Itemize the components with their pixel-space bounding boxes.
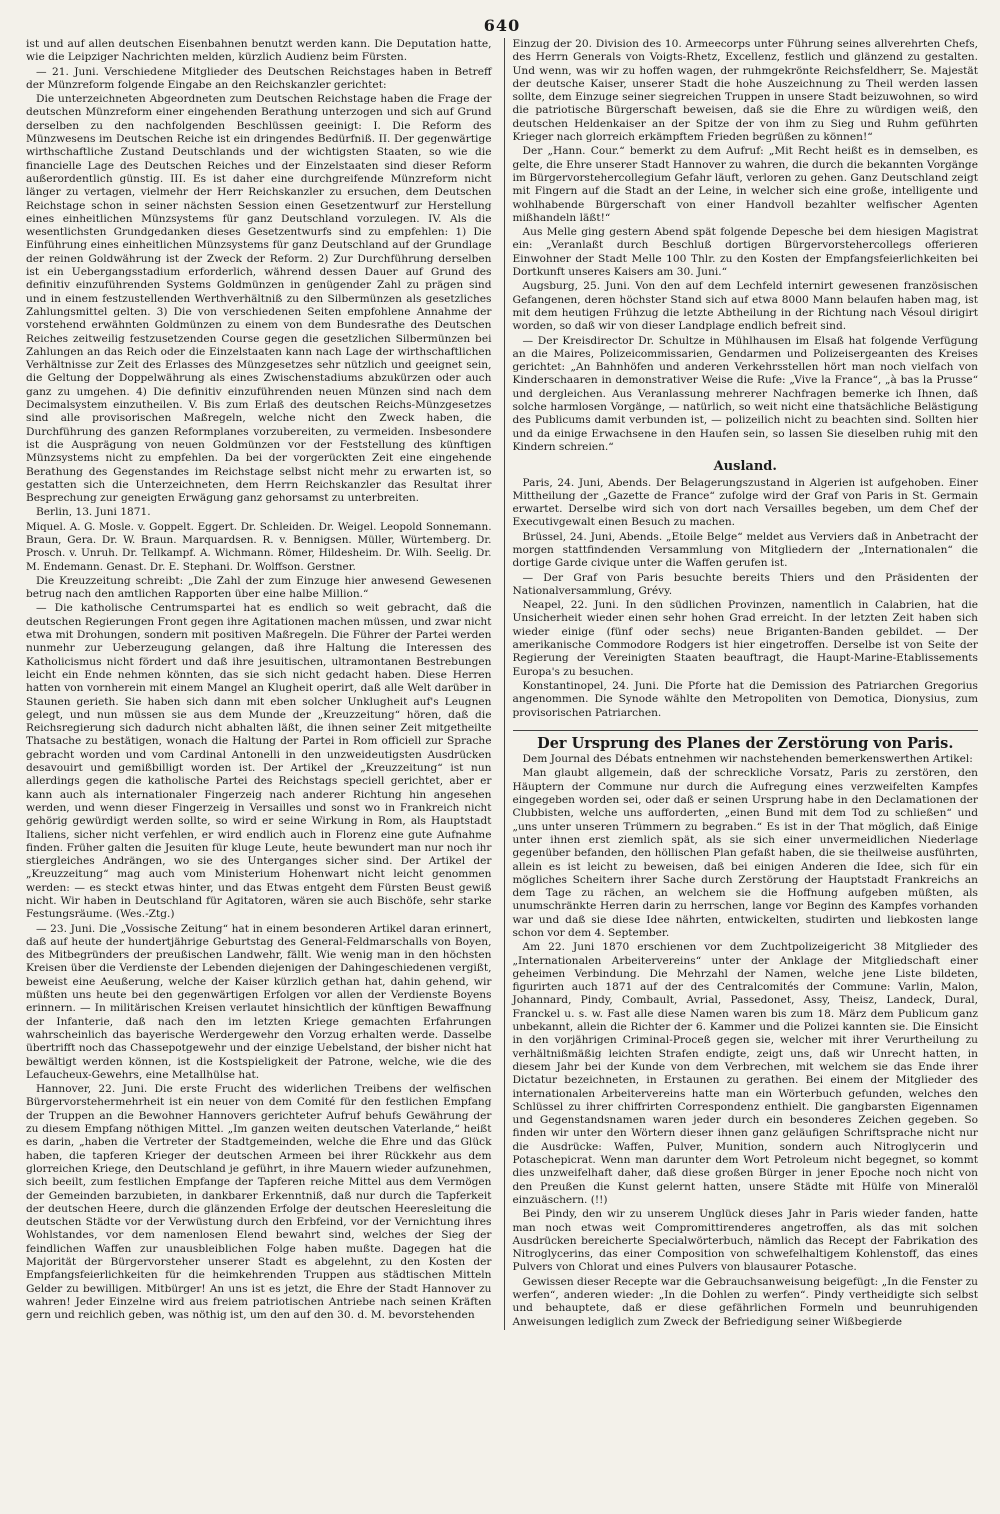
page-number: 640 <box>483 16 521 35</box>
left-column <box>26 38 492 1330</box>
paragraph: Die Kreuzzeitung schreibt: „Die Zahl der zum Einzuge hier anwesend Gewesenen betrug nach den amtlichen Rapporten über eine halbe Million.“ <box>26 574 492 601</box>
paragraph: Gewissen dieser Recepte war die Gebrauchsanweisung beigefügt: „In die Fenster zu werfen“, anderen wieder: „In die Dohlen zu werfen“. Pindy vertheidigte sich selbst und behauptete, daß er diese gefährlichen Formeln und beunruhigenden Anweisungen lediglich zum Zweck der Befriedigung seiner Wißbegierde <box>512 1275 978 1328</box>
paragraph: — 23. Juni. Die „Vossische Zeitung“ hat in einem besonderen Artikel daran erinnert, daß auf heute der hundertjährige Geburtstag des General-Feldmarschalls von Boyen, des Mitbegründers der preußischen Landwehr, fällt. Wie wenig man in den höchsten Kreisen über die Verdienste der Lebenden diejenigen der Dahingeschiedenen vergißt, beweist eine Aeußerung, welche der Kaiser kürzlich gethan hat, dahin gehend, wir müßten uns heute bei den gegenwärtigen Erfolgen vor allen der Verdienste Boyens erinnern. — In militärischen Kreisen verlautet hinsichtlich der künftigen Bewaffnung der Infanterie, daß nach den im letzten Kriege gemachten Erfahrungen wahrscheinlich das bayerische Werdergewehr den Vorzug erhalten werde. Dasselbe übertrifft noch das Chassepotgewehr und der einzige Uebelstand, der bisher nicht hat bewältigt werden können, ist die Kostspieligkeit der Patrone, welche, wie die des Lefaucheux-Gewehrs, eine Metallhülse hat. <box>26 922 492 1081</box>
dateline: Berlin, 13. Juni 1871. <box>36 506 151 519</box>
paragraph: Hannover, 22. Juni. Die erste Frucht des widerlichen Treibens der welfischen Bürgervorstehermehrheit ist ein neuer von dem Comité für den festlichen Empfang der Truppen an die Bewohner Hannovers gerichteter Aufruf behufs Gewährung der zu diesem Empfang nöthigen Mittel. „Im ganzen weiten deutschen Vaterlande,“ heißt es darin, „haben die Vertreter der Stadtgemeinden, welche die Ehre und das Glück haben, die tapferen Krieger der deutschen Armeen bei ihrer Rückkehr aus dem glorreichen Kriege, den Deutschland je geführt, in ihre Mauern wieder aufzunehmen, sich beeilt, zum festlichen Empfange der Tapferen reiche Mittel aus dem Vermögen der Gemeinden barzubieten, in dankbarer Erkenntniß, daß nur durch die Tapferkeit der deutschen Heere, durch die glänzenden Erfolge der deutschen Heeresleitung die deutschen Städte vor der Verwüstung durch den Erbfeind, vor der Vernichtung ihres Wohlstandes, vor dem namenlosen Elend bewahrt sind, welches der Sieg der feindlichen Waffen zur unausbleiblichen Folge haben mußte. Dagegen hat die Majorität der Bürgervorsteher unserer Stadt es abgelehnt, zu den Kosten der Empfangsfeierlichkeiten für die heimkehrenden Truppen aus städtischen Mitteln Gelder zu bewilligen. Mitbürger! An uns ist es jetzt, die Ehre der Stadt Hannover zu wahren! Jeder Einzelne wird aus freiem patriotischen Antriebe nach seinen Kräften gern und reichlich geben, was nöthig ist, um den auf den 30. d. M. bevorstehenden <box>26 1083 492 1322</box>
paragraph: Brüssel, 24. Juni, Abends. „Etoile Belge“ meldet aus Verviers daß in Anbetracht der morgen stattfindenden Versammlung von Mitgliedern der „Internationalen“ die dortige Garde civique unter die Waffen gerufen ist. <box>512 530 978 570</box>
paragraph: Der „Hann. Cour.“ bemerkt zu dem Aufruf: „Mit Recht heißt es in demselben, es gelte, die Ehre unserer Stadt Hannover zu wahren, die durch die bekannten Vorgänge im Bürgervorstehercollegium Gefahr läuft, verloren zu gehen. Ganz Deutschland zeigt mit Fingern auf die Stadt an der Leine, in welcher sich eine große, intelligente und wohlhabende Bürgerschaft von einer Handvoll bezahlter welfischer Agenten mißhandeln läßt!“ <box>512 145 978 224</box>
paragraph: Paris, 24. Juni, Abends. Der Belagerungszustand in Algerien ist aufgehoben. Einer Mittheilung der „Gazette de France“ zufolge wird der Graf von Paris in St. Germain erwartet. Derselbe wird sich von dort nach Versailles begeben, um dem Chef der Executivgewalt einen Besuch zu machen. <box>512 476 978 529</box>
paragraph: Am 22. Juni 1870 erschienen vor dem Zuchtpolizeigericht 38 Mitglieder des „Internationalen Arbeitervereins“ unter der Anklage der Mitgliedschaft einer geheimen Verbindung. Die Mehrzahl der Namen, welche jene Liste bildeten, figurirten auch 1871 auf der des Centralcomités der Commune: Varlin, Malon, Johannard, Pindy, Combault, Avrial, Passedonet, Assy, Theisz, Landeck, Dural, Franckel u. s. w. Fast alle diese Namen waren bis zum 18. März dem Publicum ganz unbekannt, allein die Richter der 6. Kammer und die Polizei kannten sie. Die Einsicht in den vorjährigen Criminal-Proceß gegen sie, welcher mit ihrer Verurtheilung zu verhältnißmäßig leichten Strafen endigte, zeigt uns, daß wir Unrecht hatten, in diesem Jahr bei der Kunde von dem Verbrechen, mit welchem sie das Ende ihrer Dictatur bezeichneten, in Erstaunen zu gerathen. Bei einem der Mitglieder des internationalen Arbeitervereins hatte man ein Wörterbuch gefunden, welches den Schlüssel zu ihrer chiffrirten Correspondenz enthielt. Die gangbarsten Eigennamen und Gegenstandsnamen waren jeder durch ein besonderes Zeichen gegeben. So finden wir unter den Wörtern dieser ihnen ganz geläufigen Schriftsprache nicht nur die Ausdrücke: Waffen, Pulver, Munition, sondern auch Nitroglycerin und Potaschepicrat. Wenn man darunter dem Wort Petroleum nicht begegnet, so kommt dies unzweifelhaft daher, daß diese großen Bürger in jener Epoche noch nicht von den Preußen die Kunst gelernt hatten, unsere Städte mit Hülfe von Mineralöl einzuäschern. (!!) <box>512 941 978 1206</box>
paragraph: Die unterzeichneten Abgeordneten zum Deutschen Reichstage haben die Frage der deutschen Münzreform einer eingehenden Berathung unterzogen und sich auf Grund derselben zu den nachfolgenden Beschlüssen geeinigt: I. Die Reform des Münzwesens im Deutschen Reiche ist ein dringendes Bedürfniß. II. Der gegenwärtige wirthschaftliche Zustand Deutschlands und der wichtigsten Staaten, so wie die financielle Lage des Deutschen Reiches und der Einzelstaaten sind dieser Reform außerordentlich günstig. III. Es ist daher eine durchgreifende Münzreform nicht länger zu vertagen, vielmehr der Herr Reichskanzler zu ersuchen, dem Deutschen Reichstage schon in seiner nächsten Session einen Gesetzentwurf zur Herstellung eines einheitlichen Münzsystems für ganz Deutschland vorzulegen. IV. Als die wesentlichsten Grundgedanken dieses Gesetzentwurfs sind zu empfehlen: 1) Die Einführung eines einheitlichen Münzsystems für ganz Deutschland auf der Grundlage der reinen Goldwährung ist der Zweck der Reform. 2) Zur Durchführung derselben ist ein Uebergangsstadium erforderlich, während dessen Dauer auf Grund des definitiv einzuführenden Systems Goldmünzen in genügender Zahl zu prägen sind und in einem festzustellenden Werthverhältniß zu den Silbermünzen als gesetzliches Zahlungsmittel gelten. 3) Die von verschiedenen Seiten empfohlene Annahme der vorstehend erwähnten Goldmünzen zu einem von dem Bundesrathe des Deutschen Reiches zeitweilig festzusetzenden Course gegen die gesetzlichen Silbermünzen bei Zahlungen an das Reich oder die Einzelstaaten kann nach Lage der wirthschaftlichen Verhältnisse zur Zeit des Erlasses des Münzgesetzes sehr nützlich und geeignet sein, die Geltung der Doppelwährung als eines Zwischenstadiums abzukürzen oder auch ganz zu umgehen. 4) Die definitiv einzuführenden neuen Münzen sind nach dem Decimalsystem einzutheilen. V. Bis zum Erlaß des deutschen Reichs-Münzgesetzes sind alle provisorischen Maßregeln, welche nicht den Zweck haben, die Durchführung des ganzen Reformplanes vorzubereiten, zu vermeiden. Insbesondere ist die Ausprägung von neuen Goldmünzen vor der Feststellung des künftigen Münzsystems nicht zu empfehlen. Da bei der vorgerückten Zeit eine eingehende Berathung des Gegenstandes im Reichstage selbst nicht mehr zu erwarten ist, so gestatten sich die Unterzeichneten, dem Herrn Reichskanzler das Resultat ihrer Besprechung zur geneigten Erwägung ganz gehorsamst zu unterbreiten. <box>26 93 492 505</box>
right-column <box>504 38 979 1330</box>
paragraph: — Der Kreisdirector Dr. Schultze in Mühlhausen im Elsaß hat folgende Verfügung an die Maires, Polizeicommissarien, Gendarmen und Polizeisergeanten des Kreises gerichtet: „An Bahnhöfen und anderen Verkehrsstellen hört man noch vielfach von Kinderschaaren in demonstrativer Weise die Rufe: „Vive la France“, „à bas la Prusse“ und dergleichen. Aus Veranlassung mehrerer Nachfragen bemerke ich Ihnen, daß solche harmlosen Vorgänge, — natürlich, so weit nicht eine thatsächliche Belästigung des Publicums damit verbunden ist, — polizeilich nicht zu beachten sind. Sollten hier und da einige Erwachsene in den Haufen sein, so lassen Sie dieselben ruhig mit den Kindern schreien.“ <box>512 334 978 453</box>
paragraph: Neapel, 22. Juni. In den südlichen Provinzen, namentlich in Calabrien, hat die Unsicherheit wieder einen sehr hohen Grad erreicht. In der letzten Zeit haben sich wieder einige (fünf oder sechs) neue Briganten-Banden gebildet. — Der amerikanische Commodore Rodgers ist hier eingetroffen. Derselbe ist von Seite der Regierung der Vereinigten Staaten beauftragt, die Haupt-Marine-Etablissements Europa's zu besuchen. <box>512 599 978 678</box>
paragraph: Dem Journal des Débats entnehmen wir nachstehenden bemerkenswerthen Artikel: <box>522 753 973 766</box>
paragraph: Bei Pindy, den wir zu unserem Unglück dieses Jahr in Paris wieder fanden, hatte man noch etwas weit Compromittirenderes angetroffen, als das mit solchen Ausdrücken bereicherte Specialwörterbuch, nämlich das Recept der Fabrikation des Nitroglycerins, das einer Composition von schwefelhaltigem Kohlenstoff, das eines Pulvers von Chlorat und eines Pulvers von blausaurer Potasche. <box>512 1208 978 1274</box>
signatures: Miquel. A. G. Mosle. v. Goppelt. Eggert. Dr. Schleiden. Dr. Weigel. Leopold Sonnemann. Braun, Gera. Dr. W. Braun. Marquardsen. R. v. Bennigsen. Müller, Würtemberg. Dr. Prosch. v. Unruh. Dr. Tellkampf. A. Wichmann. Römer, Hildesheim. Dr. Wilh. Seelig. Dr. M. Endemann. Genast. Dr. E. Stephani. Dr. Wolffson. Gerstner. <box>26 520 492 573</box>
paragraph: Augsburg, 25. Juni. Von den auf dem Lechfeld internirt gewesenen französischen Gefangenen, deren höchster Stand sich auf etwa 8000 Mann belaufen haben mag, ist mit dem heutigen Frühzug die letzte Abtheilung in der Richtung nach Vésoul dirigirt worden, so daß wir von dieser Landplage endlich befreit sind. <box>512 280 978 333</box>
paragraph: Man glaubt allgemein, daß der schreckliche Vorsatz, Paris zu zerstören, den Häuptern der Commune nur durch die Aufregung eines verzweifelten Kampfes eingegeben worden sei, oder daß er seinen Ursprung habe in den Declamationen der Clubbisten, welche uns aufforderten, „einen Bund mit dem Tod zu schließen“ und „uns unter unseren Trümmern zu begraben.“ Es ist in der That möglich, daß Einige unter ihnen erst ziemlich spät, als sie sich einer unvermeidlichen Niederlage gegenüber befanden, den höllischen Plan gefaßt haben, die sie theilweise ausführten, allein es ist leicht zu beweisen, daß bei einigen Anderen die Idee, sich für ein mögliches Scheitern ihrer Sache durch Zerstörung der Hauptstadt Frankreichs an dem Tage zu rächen, an welchem sie die Hoffnung aufgeben müßten, als unumschränkte Herren darin zu herrschen, lange vor Beginn des Kampfes vorhanden war und daß sie diese Idee nährten, entwickelten, studirten und liebkosten lange schon vor dem 4. September. <box>512 767 978 939</box>
paragraph: Einzug der 20. Division des 10. Armeecorps unter Führung seines allverehrten Chefs, des Herrn Generals von Voigts-Rhetz, Excellenz, festlich und glänzend zu gestalten. Und wenn, was wir zu hoffen wagen, der ruhmgekrönte Reichsfeldherr, Se. Majestät der deutsche Kaiser, unserer Stadt die hohe Auszeichnung zu Theil werden lassen sollte, dem Einzuge seiner siegreichen Truppen in unsere Stadt beizuwohnen, so wird die patriotische Bürgerschaft beweisen, daß sie die Ehre zu würdigen weiß, den deutschen Heldenkaiser an der Spitze der von ihm zu Sieg und Ruhm geführten Krieger nach glorreich erkämpftem Frieden begrüßen zu können!“ <box>512 38 978 144</box>
page-header <box>26 14 978 34</box>
paragraph: — Die katholische Centrumspartei hat es endlich so weit gebracht, daß die deutschen Regierungen Front gegen ihre Agitationen machen müssen, und zwar nicht etwa mit Drohungen, sondern mit positiven Maßregeln. Die Führer der Partei werden nunmehr zur Ueberzeugung gelangen, daß ihre Haltung die Interessen des Katholicismus nicht fördert und daß ihre jesuitischen, ultramontanen Bestrebungen leicht ein Ende nehmen könnten, das sie sich nicht gedacht haben. Diese Herren hatten von vornherein mit einem Mangel an Klugheit operirt, daß alle Welt darüber in Staunen gerieth. Sie haben sich dann mit eben solcher Unklugheit auf's Leugnen gelegt, und nun müssen sie aus dem Munde der „Kreuzzeitung“ hören, daß die Reichsregierung sich dadurch nicht abhalten läßt, die ihnen seiner Zeit mitgetheilte Thatsache zu bestätigen, wonach die Haltung der Partei in Rom officiell zur Sprache gebracht worden und vom Cardinal Antonelli in den unzweideutigsten Ausdrücken desavouirt und gemißbilligt worden ist. Der Artikel der „Kreuzzeitung“ ist nun allerdings gegen die katholische Partei des Reichstags speciell gerichtet, aber er kann auch als internationaler Fingerzeig nach anderer Richtung hin angesehen werden, und wenn dieser Fingerzeig in Versailles und sonst wo in Frankreich nicht gehörig gewürdigt werden sollte, so wird er seine Wirkung in Rom, als Hauptstadt Italiens, sicher nicht verfehlen, er wird endlich auch in Florenz eine gute Aufnahme finden. Früher galten die Jesuiten für kluge Leute, heute bewundert man nur noch ihr stiergleiches Andrängen, wo sie des Unterganges sicher sind. Der Artikel der „Kreuzzeitung“ mag auch vom Ministerium Hohenwart nicht leicht genommen werden: — es steckt etwas hinter, und das Etwas entgeht dem Fürsten Beust gewiß nicht. Wir haben in Deutschland für Agitatoren, wären sie auch Bischöfe, sehr starke Festungsräume. (Wes.-Ztg.) <box>26 602 492 921</box>
paragraph: — 21. Juni. Verschiedene Mitglieder des Deutschen Reichstages haben in Betreff der Münzreform folgende Eingabe an den Reichskanzler gerichtet: <box>26 65 492 91</box>
columns <box>26 38 978 1330</box>
paragraph: Konstantinopel, 24. Juni. Die Pforte hat die Demission des Patriarchen Gregorius angenommen. Die Synode wählte den Metropoliten von Demotica, Dionysius, zum provisorischen Patriarchen. <box>512 679 978 719</box>
paragraph: Aus Melle ging gestern Abend spät folgende Depesche bei dem hiesigen Magistrat ein: „Veranlaßt durch Beschluß dortigen Bürgervorstehercollegs offerieren Einwohner der Stadt Melle 100 Thlr. zu den Kosten der Empfangsfeierlichkeiten bei Dortkunft unseres Kaisers am 30. Juni.“ <box>512 226 978 279</box>
section-heading: Ausland. <box>713 459 777 475</box>
paragraph: ist und auf allen deutschen Eisenbahnen benutzt werden kann. Die Deputation hatte, wie die Leipziger Nachrichten melden, kürzlich Audienz beim Fürsten. <box>26 38 492 64</box>
paragraph: — Der Graf von Paris besuchte bereits Thiers und den Präsidenten der Nationalversammlung, Grévy. <box>512 571 978 597</box>
article-headline: Der Ursprung des Planes der Zerstörung von Paris. <box>513 730 979 750</box>
